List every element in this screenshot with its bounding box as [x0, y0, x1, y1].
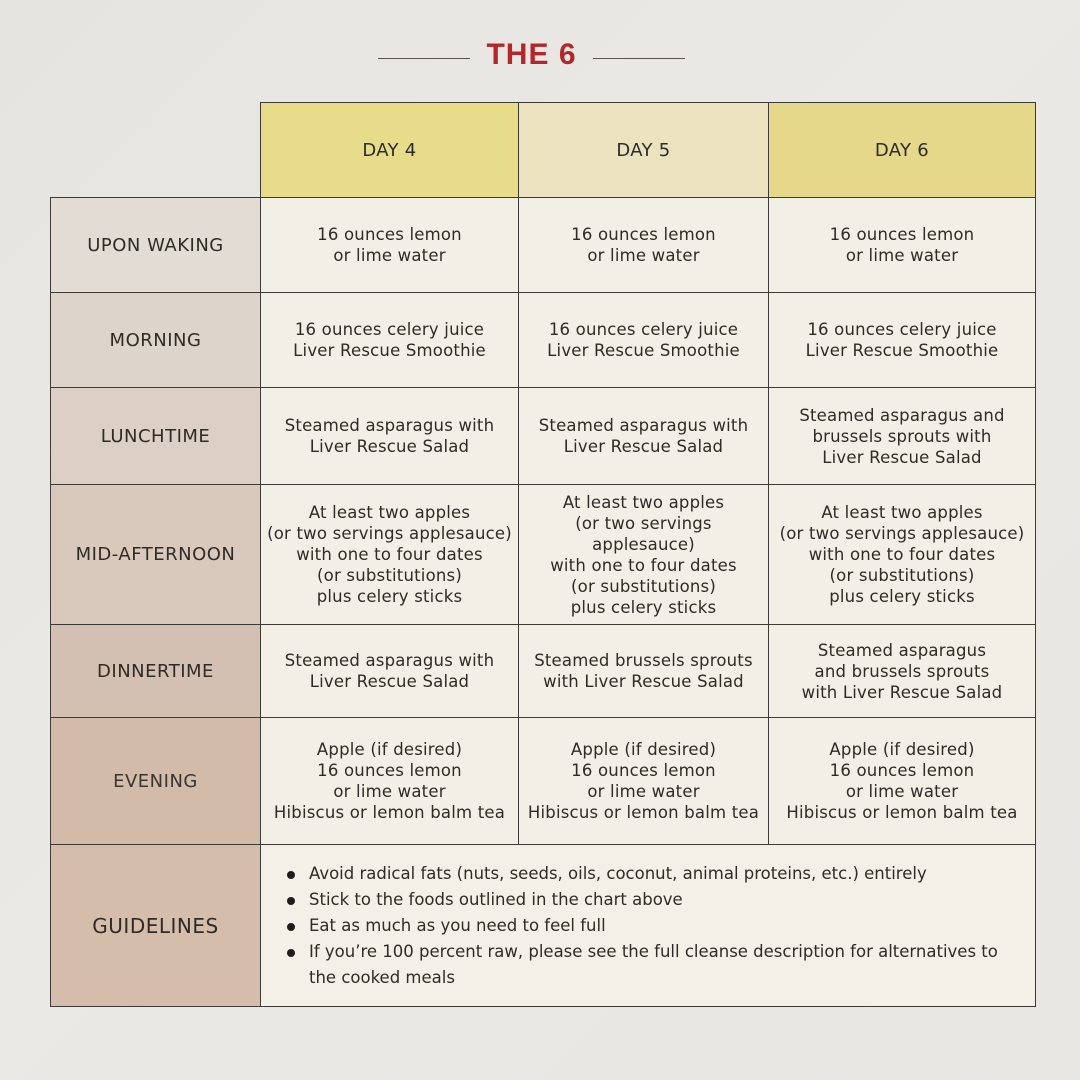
guideline-item: [285, 861, 1015, 887]
meal-cell: [519, 293, 769, 388]
period-label-morning: MORNING: [51, 293, 261, 388]
meal-line: or lime water: [587, 246, 700, 265]
guidelines-list: [285, 861, 1015, 991]
day-header-5: DAY 5: [519, 103, 769, 198]
meal-cell: [519, 388, 769, 485]
day-header-4: DAY 4: [261, 103, 519, 198]
meal-line: plus celery sticks: [570, 597, 717, 617]
guidelines-row: [51, 845, 1036, 1007]
meal-line: Liver Rescue Salad: [563, 437, 724, 456]
meal-line: with one to four dates: [296, 545, 483, 564]
meal-line: Steamed asparagus with: [284, 416, 495, 435]
bullet-icon: [287, 923, 295, 931]
table-row: [51, 198, 1036, 293]
period-label-evening: EVENING: [51, 718, 261, 845]
meal-line: Liver Rescue Salad: [309, 672, 470, 691]
table-row: [51, 718, 1036, 845]
meal-cell: [519, 625, 769, 718]
meal-line: with one to four dates: [550, 555, 737, 575]
page-heading: [0, 38, 1080, 82]
meal-cell: [261, 198, 519, 293]
day-header-6: DAY 6: [769, 103, 1036, 198]
meal-line: or lime water: [845, 782, 959, 801]
table-row: [51, 388, 1036, 485]
period-label-upon-waking: UPON WAKING: [51, 198, 261, 293]
meal-cell: [261, 485, 519, 625]
guideline-text: If you’re 100 percent raw, please see the full cleanse description for alternatives to the cooked meals: [309, 941, 998, 987]
meal-line: 16 ounces lemon: [571, 761, 716, 780]
meal-cell: [261, 625, 519, 718]
guideline-item: [285, 913, 1015, 939]
meal-line: or lime water: [333, 246, 446, 265]
meal-line: with Liver Rescue Salad: [801, 682, 1003, 702]
guideline-item: [285, 887, 1015, 913]
meal-cell: [519, 718, 769, 845]
cleanse-schedule-table: [50, 102, 1036, 1007]
meal-line: Apple (if desired): [316, 740, 463, 759]
meal-line: 16 ounces lemon: [829, 761, 975, 780]
page-title: THE 6: [486, 38, 577, 71]
bullet-icon: [287, 949, 295, 957]
meal-cell: [261, 293, 519, 388]
meal-line: At least two apples: [308, 503, 471, 522]
meal-line: Liver Rescue Salad: [822, 447, 982, 467]
meal-line: Hibiscus or lemon balm tea: [786, 803, 1018, 822]
day-header-row: [51, 103, 1036, 198]
meal-line: (or substitutions): [317, 566, 462, 585]
meal-line: Hibiscus or lemon balm tea: [527, 803, 760, 822]
meal-cell: [769, 293, 1036, 388]
meal-line: with Liver Rescue Salad: [543, 672, 744, 691]
meal-line: At least two apples: [562, 492, 725, 512]
meal-line: Apple (if desired): [829, 740, 975, 759]
meal-line: Hibiscus or lemon balm tea: [273, 803, 506, 822]
meal-line: Steamed asparagus and: [799, 405, 1005, 425]
heading-rule-right: [593, 58, 685, 59]
meal-line: 16 ounces lemon: [829, 225, 975, 244]
guidelines-cell: [261, 845, 1036, 1007]
meal-cell: [769, 625, 1036, 718]
period-label-mid-afternoon: MID-AFTERNOON: [51, 485, 261, 625]
meal-line: 16 ounces lemon: [317, 225, 462, 244]
meal-cell: [261, 388, 519, 485]
meal-line: or lime water: [845, 246, 959, 265]
period-label-lunchtime: LUNCHTIME: [51, 388, 261, 485]
meal-line: or lime water: [587, 782, 700, 801]
period-label-dinnertime: DINNERTIME: [51, 625, 261, 718]
meal-line: plus celery sticks: [316, 587, 463, 606]
meal-line: or lime water: [333, 782, 446, 801]
meal-line: At least two apples: [821, 503, 983, 522]
meal-line: 16 ounces lemon: [571, 225, 716, 244]
meal-line: (or two servings applesauce): [779, 524, 1025, 543]
meal-line: Liver Rescue Smoothie: [547, 341, 740, 360]
meal-cell: [519, 198, 769, 293]
period-label-guidelines: GUIDELINES: [51, 845, 261, 1007]
meal-cell: [769, 718, 1036, 845]
guideline-text: Avoid radical fats (nuts, seeds, oils, coconut, animal proteins, etc.) entirely: [309, 863, 927, 883]
meal-line: Liver Rescue Salad: [309, 437, 470, 456]
meal-line: brussels sprouts with: [812, 426, 992, 446]
meal-cell: [261, 718, 519, 845]
meal-line: 16 ounces celery juice: [294, 320, 485, 339]
meal-line: Apple (if desired): [570, 740, 717, 759]
meal-cell: [519, 485, 769, 625]
meal-line: (or substitutions): [571, 576, 716, 596]
meal-line: 16 ounces celery juice: [807, 320, 997, 339]
guideline-item: [285, 939, 1015, 991]
meal-cell: [769, 198, 1036, 293]
meal-line: plus celery sticks: [829, 587, 975, 606]
meal-line: with one to four dates: [808, 545, 996, 564]
guideline-text: Eat as much as you need to feel full: [309, 915, 606, 935]
meal-cell: [769, 388, 1036, 485]
table-row: [51, 485, 1036, 625]
table-row: [51, 625, 1036, 718]
heading-rule-left: [378, 58, 470, 59]
guideline-text: Stick to the foods outlined in the chart above: [309, 889, 683, 909]
meal-line: Liver Rescue Smoothie: [805, 341, 999, 360]
table-corner: [51, 103, 261, 198]
meal-line: Steamed brussels sprouts: [534, 651, 753, 670]
meal-line: (or two servings applesauce): [575, 513, 712, 554]
meal-line: (or substitutions): [829, 566, 975, 585]
meal-line: (or two servings applesauce): [267, 524, 512, 543]
meal-line: and brussels sprouts: [814, 661, 990, 681]
meal-line: Liver Rescue Smoothie: [293, 341, 486, 360]
bullet-icon: [287, 871, 295, 879]
meal-line: Steamed asparagus with: [284, 651, 495, 670]
meal-cell: [769, 485, 1036, 625]
bullet-icon: [287, 897, 295, 905]
meal-line: Steamed asparagus with: [538, 416, 749, 435]
meal-line: 16 ounces celery juice: [548, 320, 739, 339]
meal-line: Steamed asparagus: [817, 640, 987, 660]
meal-line: 16 ounces lemon: [317, 761, 462, 780]
table-row: [51, 293, 1036, 388]
